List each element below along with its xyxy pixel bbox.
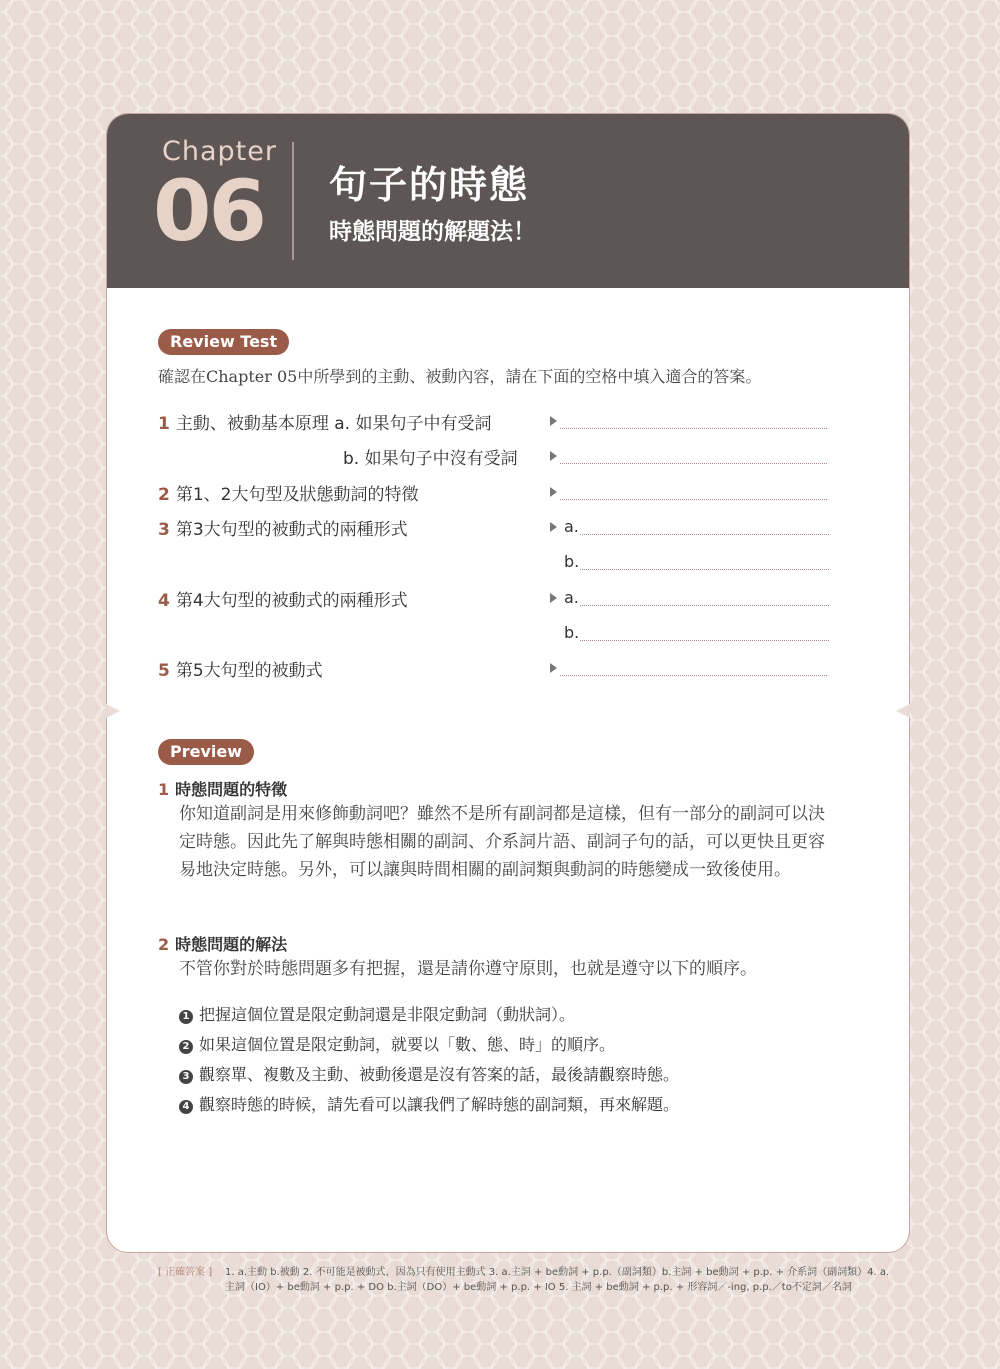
blank-prefix: a. (564, 517, 579, 536)
preview-section-1-line-3: 易地決定時態。另外，可以讓與時間相關的副詞類與動詞的時態變成一致後使用。 (179, 860, 791, 880)
answer-blank-2[interactable] (560, 499, 827, 500)
arrow-icon (550, 487, 557, 497)
answer-key-tag: [ 正確答案 ] (158, 1267, 213, 1278)
item-label: 第3大句型的被動式的兩種形式 (175, 520, 408, 540)
arrow-icon (550, 593, 557, 603)
arrow-icon (550, 663, 557, 673)
item-number: 3 (158, 520, 170, 540)
section-number: 1 (158, 780, 170, 799)
step-text: 觀察時態的時候，請先看可以讓我們了解時態的副詞類，再來解題。 (199, 1095, 680, 1114)
review-intro: 確認在Chapter 05中所學到的主動、被動內容，請在下面的空格中填入適合的答案。 (158, 367, 762, 386)
answer-blank-4a[interactable] (580, 605, 829, 606)
step-2 (179, 1032, 615, 1055)
chapter-subtitle: 時態問題的解題法！ (329, 219, 536, 245)
step-4 (179, 1092, 679, 1115)
step-3 (179, 1062, 679, 1085)
header-divider (292, 142, 294, 260)
answer-blank-1b[interactable] (560, 463, 827, 464)
answer-blank-4b[interactable] (580, 640, 829, 641)
review-item-3 (158, 515, 408, 540)
review-item-2 (158, 480, 418, 505)
step-marker-icon: 4 (179, 1100, 193, 1114)
arrow-icon (550, 416, 557, 426)
chapter-title: 句子的時態 (329, 163, 530, 207)
answer-key-text: 1. a.主動 b.被動 2. 不可能是被動式，因為只有使用主動式 3. a.主詞 + be動詞 + p.p.（副詞類）b.主詞 + be動詞 + p.p. + 介系詞（副詞類）4. a.主詞（IO）+ be動詞 + p.p. + DO b.主詞（DO）+ be動詞 + p.p. + IO 5. 主詞 + be動詞 + p.p. + 形容詞／-ing, p.p.／to不定詞／名詞 (225, 1267, 890, 1293)
review-item-5 (158, 656, 323, 681)
chapter-label: Chapter (162, 136, 277, 167)
item-number: 5 (158, 661, 170, 681)
step-marker-icon: 3 (179, 1070, 193, 1084)
item-label: 第1、2大句型及狀態動詞的特徵 (175, 485, 419, 505)
review-item-1b: b. 如果句子中沒有受詞 (343, 449, 518, 469)
step-text: 如果這個位置是限定動詞，就要以「數、態、時」的順序。 (199, 1035, 616, 1054)
item-label: 第4大句型的被動式的兩種形式 (175, 591, 408, 611)
arrow-icon (550, 522, 557, 532)
review-item-1a (158, 409, 491, 434)
section-heading: 時態問題的解法 (175, 935, 288, 954)
chapter-number: 06 (153, 162, 264, 260)
blank-prefix: a. (564, 588, 579, 607)
blank-prefix: b. (564, 623, 580, 642)
item-label: 第5大句型的被動式 (175, 661, 323, 681)
arrow-icon (550, 451, 557, 461)
section-number: 2 (158, 935, 170, 954)
preview-badge: Preview (158, 739, 254, 765)
left-notch (106, 704, 120, 718)
answer-blank-3b[interactable] (580, 569, 829, 570)
right-notch (896, 704, 910, 718)
answer-blank-5[interactable] (560, 675, 827, 676)
preview-section-1-heading (158, 777, 287, 800)
step-1 (179, 1002, 575, 1025)
preview-section-2-line-1: 不管你對於時態問題多有把握，還是請你遵守原則，也就是遵守以下的順序。 (179, 959, 757, 979)
item-number: 2 (158, 485, 170, 505)
preview-section-2-heading (158, 932, 287, 955)
blank-prefix: b. (564, 552, 580, 571)
review-item-4 (158, 586, 408, 611)
chapter-header (107, 114, 909, 288)
section-heading: 時態問題的特徵 (175, 780, 288, 799)
item-label: 主動、被動基本原理 a. 如果句子中有受詞 (175, 414, 492, 434)
step-marker-icon: 1 (179, 1010, 193, 1024)
answer-blank-1a[interactable] (560, 428, 827, 429)
step-text: 把握這個位置是限定動詞還是非限定動詞（動狀詞）。 (199, 1005, 576, 1024)
item-number: 1 (158, 414, 170, 434)
preview-section-1-line-2: 定時態。因此先了解與時態相關的副詞、介系詞片語、副詞子句的話，可以更快且更容 (179, 832, 825, 852)
preview-section-1-line-1: 你知道副詞是用來修飾動詞吧？雖然不是所有副詞都是這樣，但有一部分的副詞可以決 (179, 804, 825, 824)
answer-blank-3a[interactable] (580, 534, 829, 535)
step-text: 觀察單、複數及主動、被動後還是沒有答案的話，最後請觀察時態。 (199, 1065, 680, 1084)
step-marker-icon: 2 (179, 1040, 193, 1054)
review-test-badge: Review Test (158, 329, 289, 355)
item-number: 4 (158, 591, 170, 611)
